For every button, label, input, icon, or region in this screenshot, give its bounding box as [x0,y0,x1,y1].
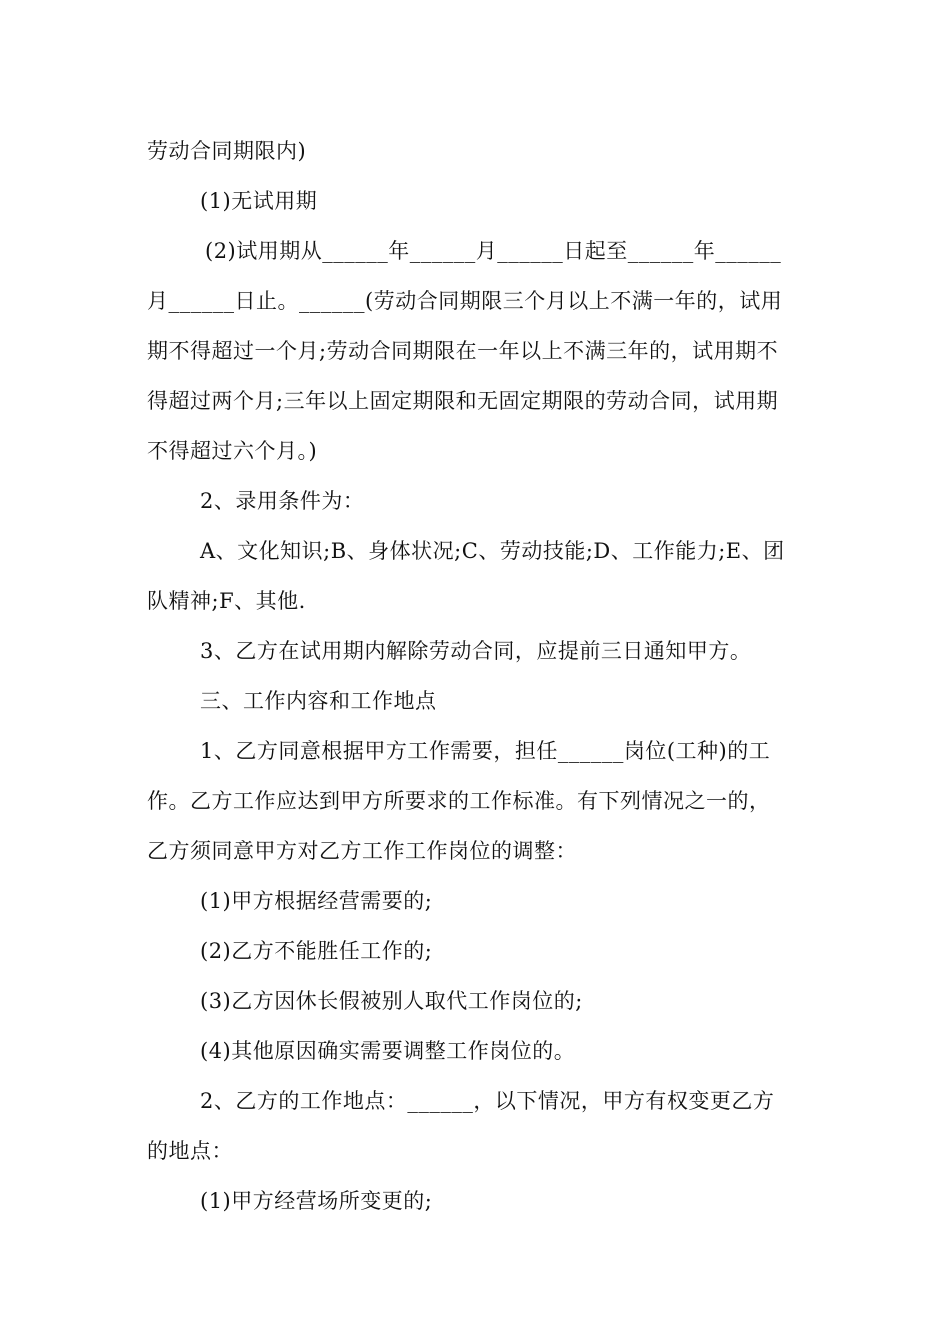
text-line: (3)乙方因休长假被别人取代工作岗位的; [200,989,583,1013]
text-line: 劳动合同期限内) [147,139,307,163]
text-line: 得超过两个月;三年以上固定期限和无固定期限的劳动合同，试用期 [147,389,779,413]
section-heading: 三、工作内容和工作地点 [200,689,437,713]
text-line: 的地点： [147,1139,233,1163]
text-line: (4)其他原因确实需要调整工作岗位的。 [200,1039,576,1063]
text-line: 乙方须同意甲方对乙方工作工作岗位的调整： [147,839,577,863]
text-line: 队精神;F、其他. [147,589,306,613]
text-line: (1)甲方经营场所变更的; [200,1189,433,1213]
text-line: 不得超过六个月。) [147,439,318,463]
text-line: 月______日止。______(劳动合同期限三个月以上不满一年的，试用 [147,289,783,313]
text-line: (2)试用期从______年______月______日起至______年______ [205,239,782,263]
text-line: A、文化知识;B、身体状况;C、劳动技能;D、工作能力;E、团 [200,539,785,563]
text-line: 期不得超过一个月;劳动合同期限在一年以上不满三年的，试用期不 [147,339,779,363]
text-line: 1、乙方同意根据甲方工作需要，担任______岗位(工种)的工 [200,739,771,763]
text-line: 2、乙方的工作地点：______，以下情况，甲方有权变更乙方 [200,1089,775,1113]
text-line: (1)无试用期 [200,189,318,213]
text-line: (1)甲方根据经营需要的; [200,889,433,913]
text-line: 作。乙方工作应达到甲方所要求的工作标准。有下列情况之一的， [147,789,771,813]
text-line: (2)乙方不能胜任工作的; [200,939,433,963]
text-line: 2、录用条件为： [200,489,365,513]
text-line: 3、乙方在试用期内解除劳动合同，应提前三日通知甲方。 [200,639,752,663]
